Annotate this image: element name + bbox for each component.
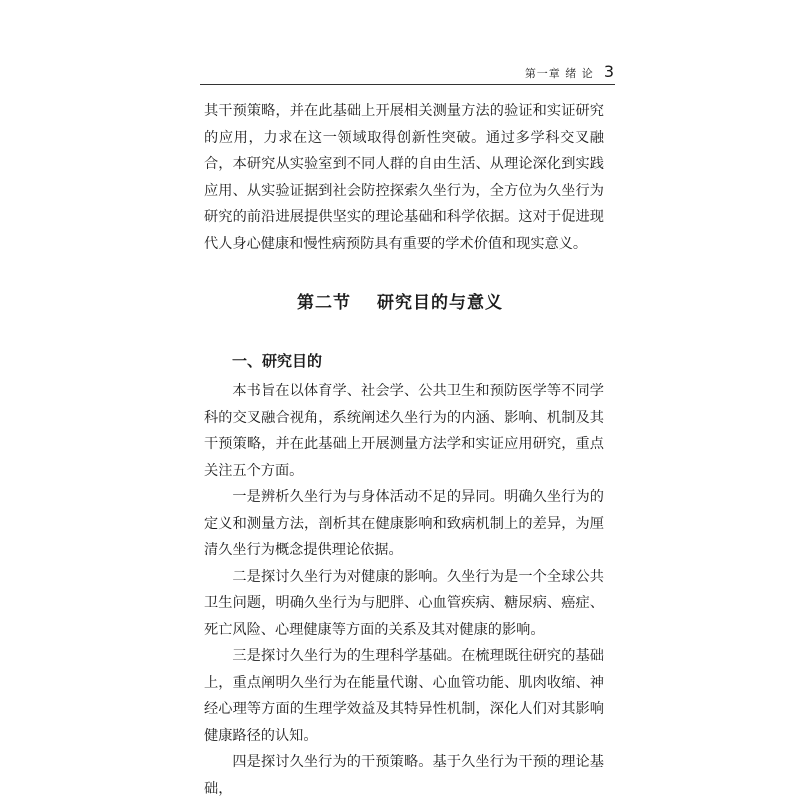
subsection-heading: 一、研究目的 [232, 352, 323, 370]
body-paragraph: 本书旨在以体育学、社会学、公共卫生和预防医学等不同学科的交叉融合视角，系统阐述久坐行为的内涵、影响、机制及其干预策略，并在此基础上开展测量方法学和实证应用研究，重点关注五个方面。 [204, 383, 604, 479]
intro-paragraph: 其干预策略，并在此基础上开展相关测量方法的验证和实证研究的应用，力求在这一领域取得创新性突破。通过多学科交叉融合，本研究从实验室到不同人群的自由生活、从理论深化到实践应用、从实验证据到社会防控探索久坐行为，全方位为久坐行为研究的前沿进展提供坚实的理论基础和科学依据。这对于促进现代人身心健康和慢性病预防具有重要的学术价值和现实意义。 [204, 103, 604, 252]
running-header [525, 62, 614, 81]
chapter-title: 第一章 绪 论 [524, 67, 594, 80]
section-title: 研究目的与意义 [377, 293, 503, 313]
body-paragraph: 四是探讨久坐行为的干预策略。基于久坐行为干预的理论基础， [204, 754, 604, 797]
header-divider [200, 84, 615, 85]
section-number: 第二节 [297, 293, 351, 313]
intro-block [204, 98, 604, 257]
section-heading [0, 288, 800, 313]
body-block [204, 378, 604, 800]
body-paragraph: 一是辨析久坐行为与身体活动不足的异同。明确久坐行为的定义和测量方法，剖析其在健康影响和致病机制上的差异，为厘清久坐行为概念提供理论依据。 [204, 489, 604, 558]
body-paragraph: 二是探讨久坐行为对健康的影响。久坐行为是一个全球公共卫生问题，明确久坐行为与肥胖、心血管疾病、糖尿病、癌症、死亡风险、心理健康等方面的关系及其对健康的影响。 [204, 568, 604, 638]
page-number: 3 [603, 62, 614, 81]
body-paragraph: 三是探讨久坐行为的生理科学基础。在梳理既往研究的基础上，重点阐明久坐行为在能量代谢、心血管功能、肌肉收缩、神经心理等方面的生理学效益及其特异性机制，深化人们对其影响健康路径的认知。 [204, 648, 604, 744]
